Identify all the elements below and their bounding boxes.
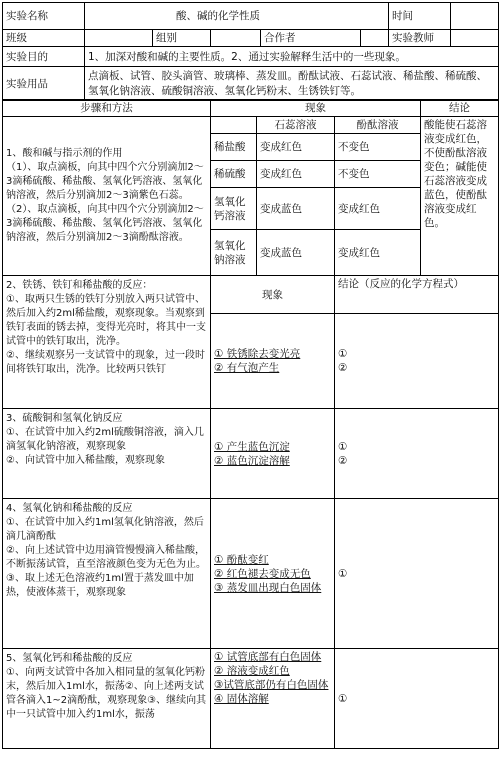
section3-con-1: ① [338, 440, 348, 453]
section1-row-phenol: 不变色 [335, 161, 421, 188]
section1-row-phenol: 变成红色 [335, 230, 421, 276]
section2-conclusion [335, 314, 499, 409]
section5-obs-2: ② 溶液变成红色 [214, 665, 290, 677]
purpose-label: 实验目的 [3, 47, 85, 67]
section2-con-1: ① [338, 348, 348, 360]
group-value[interactable] [211, 30, 261, 47]
time-value[interactable] [451, 3, 499, 30]
section2-obs-2: ② 有气泡产生 [214, 362, 280, 374]
section3-obs-2: ② 蓝色沉淀溶解 [214, 454, 290, 467]
section2-conclusion-head: 结论（反应的化学方程式） [335, 276, 499, 314]
supplies-label: 实验用品 [3, 67, 85, 101]
section1-row-phenol: 变成红色 [335, 188, 421, 230]
section3-conclusion [335, 409, 499, 499]
section1-steps: 1、酸和碱与指示剂的作用 （1）、取点滴板，向其中四个穴分别滴加2～3滴稀硫酸、稀盐酸、氢氧化钙溶液、氢氧化钠溶液，然后分别滴加2～3滴紫色石蕊。 （2）、取点滴板，向其中四个穴分别滴加2～3滴稀硫酸、稀盐酸、氢氧化钙溶液、氢氧化钠溶液，然后分别滴加2～3滴酚酞溶液。 [3, 117, 211, 276]
partner-value[interactable] [361, 30, 389, 47]
class-value[interactable] [85, 30, 153, 47]
phenomenon-column-head: 现象 [211, 100, 421, 117]
teacher-value[interactable] [451, 30, 499, 47]
section2-obs-1: ① 铁锈除去变光亮 [214, 348, 301, 360]
section5-con-1: ① [338, 692, 348, 705]
section4-obs-1: ① 酚酞变红 [214, 553, 269, 566]
section1-row-name: 氢氧化钠溶液 [211, 230, 257, 276]
section4-conclusion [335, 499, 499, 649]
supplies-value: 点滴板、试管、胶头滴管、玻璃棒、蒸发皿。酚酞试液、石蕊试液、稀盐酸、稀硫酸、氢氧化钠溶液、硫酸铜溶液、氢氧化钙粉末、生锈铁钉等。 [85, 67, 499, 101]
steps-column-head: 步骤和方法 [3, 100, 211, 117]
section1-row-name: 稀硫酸 [211, 161, 257, 188]
section1-corner [211, 117, 257, 134]
section4-phenomenon [211, 499, 335, 649]
purpose-value: 1、加深对酸和碱的主要性质。2、通过实验解释生活中的一些现象。 [85, 47, 499, 67]
section3-obs-1: ① 产生蓝色沉淀 [214, 440, 290, 453]
section4-obs-3: ③ 蒸发皿出现白色固体 [214, 581, 322, 594]
section1-row-litmus: 变成红色 [257, 161, 335, 188]
section4-steps: 4、氢氧化钠和稀盐酸的反应 ①、在试管中加入约1ml氢氧化钠溶液，然后滴几滴酚酞 ②、向上述试管中边用滴管慢慢滴入稀盐酸，不断振荡试管，直至溶液颜色变为无色为止。 ③、取上述无色溶液约1ml置于蒸发皿中加热，使液体蒸干，观察现象 [3, 499, 211, 649]
conclusion-column-head: 结论 [421, 100, 499, 117]
section2-phenomenon-head: 现象 [211, 276, 335, 314]
section5-obs-3: ③试管底部仍有白色固体 [214, 679, 329, 691]
section1-litmus-head: 石蕊溶液 [257, 117, 335, 134]
section4-con-1: ① [338, 567, 348, 580]
partner-label: 合作者 [261, 30, 361, 47]
section1-conclusion: 酸能使石蕊溶液变成红色，不使酚酞溶液变色；碱能使石蕊溶液变成蓝色，使酚酞溶液变成红色。 [421, 117, 499, 276]
section2-con-2: ② [338, 362, 348, 374]
report-header-table [2, 2, 499, 101]
time-label: 时间 [389, 3, 451, 30]
class-label: 班级 [3, 30, 85, 47]
section5-obs-4: ④ 固体溶解 [214, 693, 269, 705]
section3-con-2: ② [338, 454, 348, 467]
section5-obs-1: ① 试管底部有白色固体 [214, 651, 322, 663]
section5-conclusion [335, 649, 499, 749]
experiment-name-value: 酸、碱的化学性质 [85, 3, 389, 30]
section5-phenomenon [211, 649, 335, 749]
section1-row-litmus: 变成蓝色 [257, 188, 335, 230]
section1-row-name: 氢氧化钙溶液 [211, 188, 257, 230]
section5-steps: 5、氢氧化钙和稀盐酸的反应 ①、向两支试管中各加入相同量的氢氧化钙粉末，然后加入1ml水，振荡②、向上述两支试管各滴入1~2滴酚酞，观察现象③、继续向其中一只试管中加入约1ml水，振荡 [3, 649, 211, 749]
section1-row-litmus: 变成红色 [257, 134, 335, 161]
section2-phenomenon [211, 314, 335, 409]
section2-steps: 2、铁锈、铁钉和稀盐酸的反应： ①、取两只生锈的铁钉分别放入两只试管中、然后加入约2ml稀盐酸，观察现象。当观察到铁钉表面的锈去掉，变得光亮时，将其中一支试管中的铁钉取出，洗净。 ②、继续观察另一支试管中的现象，过一段时间将铁钉取出，洗净。比较两只铁钉 [3, 276, 211, 409]
experiment-name-label: 实验名称 [3, 3, 85, 30]
report-body-table [2, 99, 499, 749]
section3-steps: 3、硫酸铜和氢氧化钠反应 ①、在试管中加入约2ml硫酸铜溶液，滴入几滴氢氧化钠溶液，观察现象 ②、向试管中加入稀盐酸，观察现象 [3, 409, 211, 499]
section1-row-name: 稀盐酸 [211, 134, 257, 161]
section4-obs-2: ② 红色褪去变成无色 [214, 567, 311, 580]
group-label: 组别 [153, 30, 211, 47]
section1-phenol-head: 酚酞溶液 [335, 117, 421, 134]
teacher-label: 实验教师 [389, 30, 451, 47]
section1-row-litmus: 变成蓝色 [257, 230, 335, 276]
section1-row-phenol: 不变色 [335, 134, 421, 161]
section3-phenomenon [211, 409, 335, 499]
